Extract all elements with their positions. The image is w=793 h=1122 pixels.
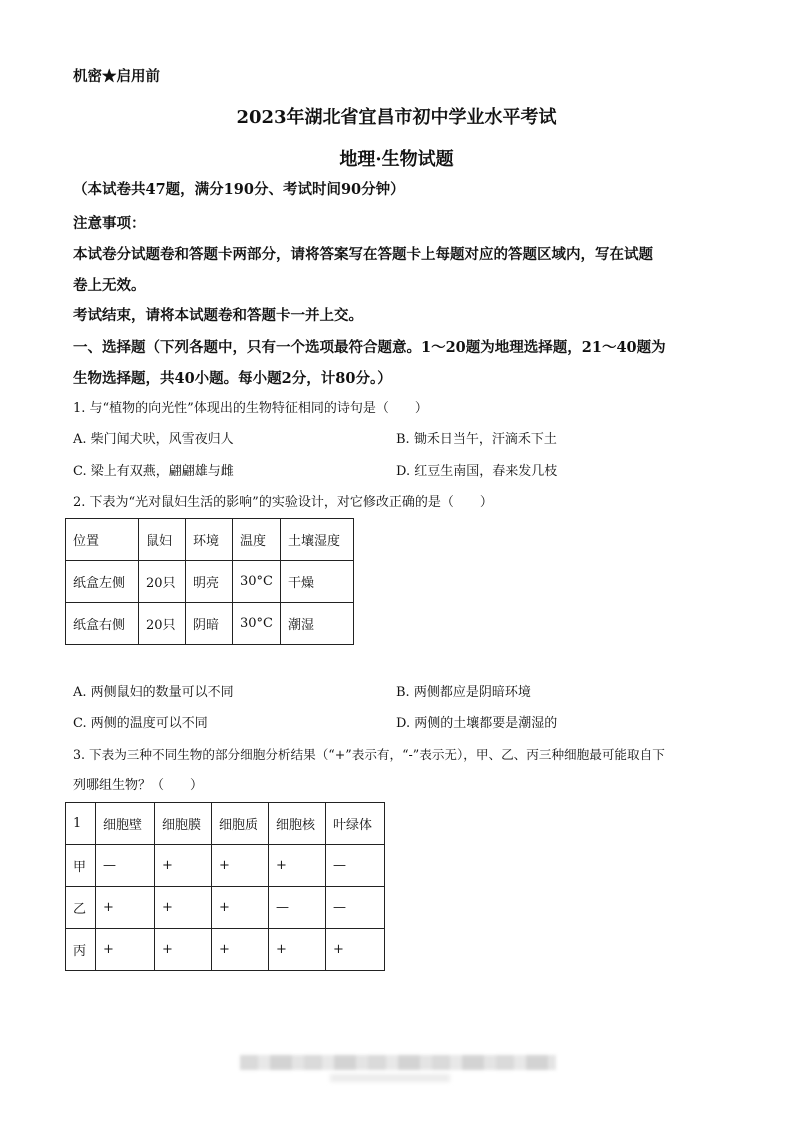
table-cell: + bbox=[269, 929, 326, 971]
table-cell: 纸盒左侧 bbox=[66, 561, 139, 603]
table-cell: 30°C bbox=[233, 603, 281, 645]
q1-stem: 1. 与“植物的向光性”体现出的生物特征相同的诗句是（ ） bbox=[73, 401, 428, 416]
q2-table bbox=[65, 518, 354, 645]
table-cell: — bbox=[326, 845, 385, 887]
table-header-cell: 环境 bbox=[186, 519, 233, 561]
table-row bbox=[66, 887, 385, 929]
table-cell: 纸盒右侧 bbox=[66, 603, 139, 645]
table-row bbox=[66, 561, 354, 603]
table-row bbox=[66, 603, 354, 645]
q2-stem: 2. 下表为“光对鼠妇生活的影响”的实验设计，对它修改正确的是（ ） bbox=[73, 495, 493, 510]
table-header-cell: 细胞质 bbox=[212, 803, 269, 845]
section-heading-line-2: 生物选择题，共40小题。每小题2分，计80分。） bbox=[73, 370, 392, 387]
table-cell: + bbox=[326, 929, 385, 971]
table-header-cell: 叶绿体 bbox=[326, 803, 385, 845]
table-cell: 丙 bbox=[66, 929, 96, 971]
table-cell: 乙 bbox=[66, 887, 96, 929]
exam-title: 2023年湖北省宜昌市初中学业水平考试 bbox=[236, 107, 557, 128]
confidential-label: 机密★启用前 bbox=[73, 68, 160, 85]
table-cell: — bbox=[326, 887, 385, 929]
table-cell: — bbox=[96, 845, 155, 887]
q1-option-d: D. 红豆生南国，春来发几枝 bbox=[396, 464, 558, 479]
table-cell: 20只 bbox=[139, 603, 186, 645]
table-cell: 潮湿 bbox=[281, 603, 354, 645]
exam-info: （本试卷共47题，满分190分、考试时间90分钟） bbox=[73, 181, 405, 198]
q3-stem-line-2: 列哪组生物？（ ） bbox=[73, 778, 204, 793]
notice-line-2: 卷上无效。 bbox=[73, 277, 146, 294]
table-cell: 阴暗 bbox=[186, 603, 233, 645]
table-header-cell: 细胞壁 bbox=[96, 803, 155, 845]
table-header-row bbox=[66, 803, 385, 845]
table-cell: + bbox=[96, 887, 155, 929]
table-cell: — bbox=[269, 887, 326, 929]
table-cell: + bbox=[212, 929, 269, 971]
table-header-cell: 细胞核 bbox=[269, 803, 326, 845]
table-header-cell: 土壤湿度 bbox=[281, 519, 354, 561]
q3-table bbox=[65, 802, 385, 971]
table-cell: + bbox=[212, 845, 269, 887]
table-header-cell: 鼠妇 bbox=[139, 519, 186, 561]
table-header-cell: 1 bbox=[66, 803, 96, 845]
table-cell: 明亮 bbox=[186, 561, 233, 603]
table-cell: + bbox=[212, 887, 269, 929]
table-cell: + bbox=[96, 929, 155, 971]
q1-option-a: A. 柴门闻犬吠，风雪夜归人 bbox=[73, 432, 234, 447]
q3-stem-line-1: 3. 下表为三种不同生物的部分细胞分析结果（“+”表示有，“-”表示无），甲、乙、丙三种细胞最可能取自下 bbox=[73, 747, 665, 762]
exam-subtitle: 地理·生物试题 bbox=[339, 149, 454, 170]
table-cell: + bbox=[269, 845, 326, 887]
blurred-footer-watermark-sub bbox=[330, 1074, 450, 1082]
table-header-row bbox=[66, 519, 354, 561]
notice-line-3: 考试结束，请将本试题卷和答题卡一并上交。 bbox=[73, 307, 363, 324]
q1-option-b: B. 锄禾日当午，汗滴禾下土 bbox=[396, 432, 557, 447]
table-row bbox=[66, 845, 385, 887]
table-cell: 干燥 bbox=[281, 561, 354, 603]
table-header-cell: 细胞膜 bbox=[155, 803, 212, 845]
q2-option-a: A. 两侧鼠妇的数量可以不同 bbox=[73, 685, 234, 700]
table-cell: + bbox=[155, 845, 212, 887]
q2-option-d: D. 两侧的土壤都要是潮湿的 bbox=[396, 716, 558, 731]
q2-option-c: C. 两侧的温度可以不同 bbox=[73, 716, 208, 731]
q1-option-c: C. 梁上有双燕，翩翩雄与雌 bbox=[73, 464, 234, 479]
notice-line-1: 本试卷分试题卷和答题卡两部分，请将答案写在答题卡上每题对应的答题区域内，写在试题 bbox=[73, 246, 653, 263]
notice-heading: 注意事项： bbox=[73, 215, 146, 232]
table-cell: 20只 bbox=[139, 561, 186, 603]
table-cell: + bbox=[155, 887, 212, 929]
table-cell: 30°C bbox=[233, 561, 281, 603]
table-header-cell: 温度 bbox=[233, 519, 281, 561]
table-header-cell: 位置 bbox=[66, 519, 139, 561]
table-cell: 甲 bbox=[66, 845, 96, 887]
section-heading-line-1: 一、选择题（下列各题中，只有一个选项最符合题意。1～20题为地理选择题，21～40题为 bbox=[73, 339, 666, 356]
table-row bbox=[66, 929, 385, 971]
blurred-footer-watermark bbox=[240, 1055, 556, 1070]
table-cell: + bbox=[155, 929, 212, 971]
q2-option-b: B. 两侧都应是阴暗环境 bbox=[396, 685, 531, 700]
